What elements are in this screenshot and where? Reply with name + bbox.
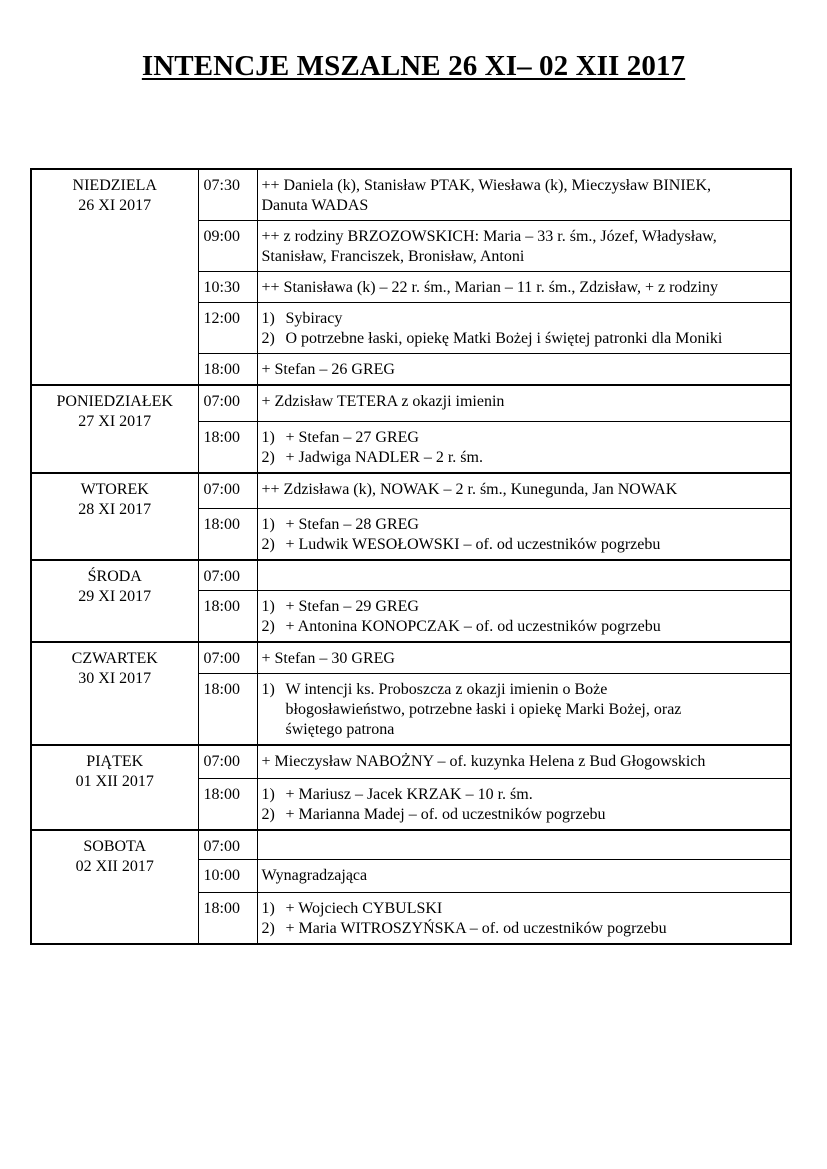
intention-item	[262, 309, 787, 329]
mass-intention	[257, 673, 791, 745]
item-line: + Ludwik WESOŁOWSKI – of. od uczestników pogrzebu	[285, 536, 661, 553]
item-number: 1)	[261, 680, 275, 698]
item-number: 2)	[261, 920, 275, 937]
mass-time: 07:00	[198, 745, 257, 778]
mass-intention	[257, 745, 791, 778]
mass-time: 10:00	[198, 860, 257, 893]
item-line: W intencji ks. Proboszcza z okazji imienin o Boże	[285, 680, 608, 698]
item-text	[286, 805, 787, 825]
mass-intention	[257, 860, 791, 893]
day-cell	[31, 830, 198, 945]
item-text	[286, 785, 787, 805]
intention-line: Stanisław, Franciszek, Bronisław, Antoni	[261, 248, 525, 265]
mass-time: 07:00	[198, 560, 257, 590]
day-date: 02 XII 2017	[75, 857, 154, 875]
intention-list	[262, 899, 787, 939]
mass-time: 18:00	[198, 778, 257, 830]
mass-time: 09:00	[198, 221, 257, 272]
mass-intention	[257, 421, 791, 473]
item-number: 1)	[261, 310, 275, 327]
day-group	[31, 745, 791, 830]
item-number: 1)	[261, 516, 275, 533]
intention-item	[262, 617, 787, 637]
item-number: 1)	[261, 900, 275, 917]
mass-row	[31, 169, 791, 221]
mass-time: 18:00	[198, 509, 257, 561]
intention-line: + Mieczysław NABOŻNY – of. kuzynka Helena z Bud Głogowskich	[261, 753, 706, 770]
mass-time: 07:00	[198, 385, 257, 421]
intention-item	[262, 899, 787, 919]
day-group	[31, 642, 791, 746]
intention-item	[262, 919, 787, 939]
mass-row	[31, 745, 791, 778]
intention-item	[262, 680, 787, 740]
mass-intention	[257, 385, 791, 421]
item-line: + Mariusz – Jacek KRZAK – 10 r. śm.	[285, 785, 533, 803]
day-cell	[31, 745, 198, 830]
mass-intention	[257, 590, 791, 642]
intention-item	[262, 805, 787, 825]
item-text	[286, 617, 787, 637]
intention-line: ++ Zdzisława (k), NOWAK – 2 r. śm., Kunegunda, Jan NOWAK	[261, 480, 678, 498]
item-line: + Antonina KONOPCZAK – of. od uczestników pogrzebu	[285, 617, 661, 635]
day-cell	[31, 169, 198, 385]
mass-time: 18:00	[198, 354, 257, 386]
day-group	[31, 385, 791, 473]
day-cell	[31, 560, 198, 642]
day-group	[31, 830, 791, 945]
mass-time: 12:00	[198, 303, 257, 354]
intention-item	[262, 597, 787, 617]
intention-list	[262, 680, 787, 740]
mass-intention	[257, 560, 791, 590]
day-cell	[31, 642, 198, 746]
item-text	[286, 428, 787, 448]
item-text	[286, 515, 787, 535]
day-name: SOBOTA	[83, 837, 147, 855]
mass-intention	[257, 221, 791, 272]
item-text	[286, 919, 787, 939]
mass-intention	[257, 893, 791, 945]
item-line: świętego patrona	[285, 720, 395, 738]
mass-time: 18:00	[198, 590, 257, 642]
mass-intention	[257, 509, 791, 561]
day-date: 28 XI 2017	[78, 500, 152, 518]
intention-list	[262, 785, 787, 825]
item-text	[286, 597, 787, 617]
mass-intention	[257, 169, 791, 221]
item-line: + Marianna Madej – of. od uczestników pogrzebu	[285, 805, 606, 823]
day-date: 26 XI 2017	[78, 197, 152, 214]
intention-line: ++ Daniela (k), Stanisław PTAK, Wiesława (k), Mieczysław BINIEK,	[261, 177, 711, 194]
intention-item	[262, 329, 787, 349]
item-line: + Stefan – 27 GREG	[285, 428, 419, 446]
day-cell	[31, 385, 198, 473]
intention-item	[262, 515, 787, 535]
intention-line: Wynagradzająca	[261, 867, 368, 884]
mass-time: 07:30	[198, 169, 257, 221]
intention-line: + Stefan – 26 GREG	[261, 361, 395, 378]
item-number: 2)	[261, 805, 275, 823]
item-number: 2)	[261, 617, 275, 635]
day-cell	[31, 473, 198, 561]
intention-list	[262, 309, 787, 349]
mass-intention	[257, 830, 791, 860]
mass-row	[31, 830, 791, 860]
day-date: 30 XI 2017	[78, 669, 152, 687]
item-text	[286, 680, 787, 740]
mass-row	[31, 560, 791, 590]
mass-time: 18:00	[198, 893, 257, 945]
mass-time: 18:00	[198, 421, 257, 473]
item-line: Sybiracy	[285, 310, 343, 327]
mass-time: 07:00	[198, 642, 257, 674]
day-name: CZWARTEK	[71, 649, 158, 667]
day-group	[31, 169, 791, 385]
day-group	[31, 473, 791, 561]
mass-row	[31, 473, 791, 509]
mass-time: 07:00	[198, 830, 257, 860]
item-line: O potrzebne łaski, opiekę Matki Bożej i świętej patronki dla Moniki	[285, 330, 723, 347]
intention-list	[262, 428, 787, 468]
day-name: PONIEDZIAŁEK	[56, 393, 173, 410]
mass-intention	[257, 642, 791, 674]
item-line: + Jadwiga NADLER – 2 r. śm.	[285, 448, 483, 466]
day-name: ŚRODA	[87, 568, 142, 585]
mass-time: 07:00	[198, 473, 257, 509]
intention-line: ++ Stanisława (k) – 22 r. śm., Marian – 11 r. śm., Zdzisław, + z rodziny	[261, 279, 718, 296]
day-group	[31, 560, 791, 642]
mass-time: 18:00	[198, 673, 257, 745]
item-number: 2)	[261, 536, 275, 553]
intention-item	[262, 785, 787, 805]
item-text	[286, 899, 787, 919]
item-text	[286, 535, 787, 555]
intention-list	[262, 597, 787, 637]
item-line: + Maria WITROSZYŃSKA – of. od uczestników pogrzebu	[285, 920, 667, 937]
day-date: 29 XI 2017	[78, 588, 152, 605]
mass-intention	[257, 354, 791, 386]
mass-intention	[257, 778, 791, 830]
item-number: 1)	[261, 597, 275, 615]
item-number: 1)	[261, 428, 275, 446]
item-text	[286, 448, 787, 468]
day-name: WTOREK	[80, 480, 149, 498]
intention-item	[262, 448, 787, 468]
intention-item	[262, 535, 787, 555]
item-number: 1)	[261, 785, 275, 803]
mass-intention	[257, 303, 791, 354]
item-text	[286, 309, 787, 329]
intention-line: Danuta WADAS	[261, 197, 369, 214]
mass-intention	[257, 473, 791, 509]
item-text	[286, 329, 787, 349]
intention-line: + Stefan – 30 GREG	[261, 649, 395, 667]
item-line: + Stefan – 29 GREG	[285, 597, 419, 615]
item-number: 2)	[261, 448, 275, 466]
page-title: INTENCJE MSZALNE 26 XI– 02 XII 2017	[141, 50, 686, 82]
intention-list	[262, 515, 787, 555]
item-line: błogosławieństwo, potrzebne łaski i opiekę Marki Bożej, oraz	[285, 700, 682, 718]
mass-row	[31, 385, 791, 421]
day-name: PIĄTEK	[86, 753, 144, 770]
day-name: NIEDZIELA	[72, 177, 157, 194]
item-line: + Stefan – 28 GREG	[285, 516, 419, 533]
mass-intention	[257, 272, 791, 303]
intention-line: ++ z rodziny BRZOZOWSKICH: Maria – 33 r. śm., Józef, Władysław,	[261, 228, 717, 245]
intention-item	[262, 428, 787, 448]
mass-time: 10:30	[198, 272, 257, 303]
intention-line: + Zdzisław TETERA z okazji imienin	[261, 393, 505, 410]
day-date: 27 XI 2017	[78, 413, 152, 430]
mass-row	[31, 642, 791, 674]
day-date: 01 XII 2017	[75, 773, 154, 790]
item-line: + Wojciech CYBULSKI	[285, 900, 443, 917]
mass-intentions-table	[30, 168, 792, 945]
item-number: 2)	[261, 330, 275, 347]
